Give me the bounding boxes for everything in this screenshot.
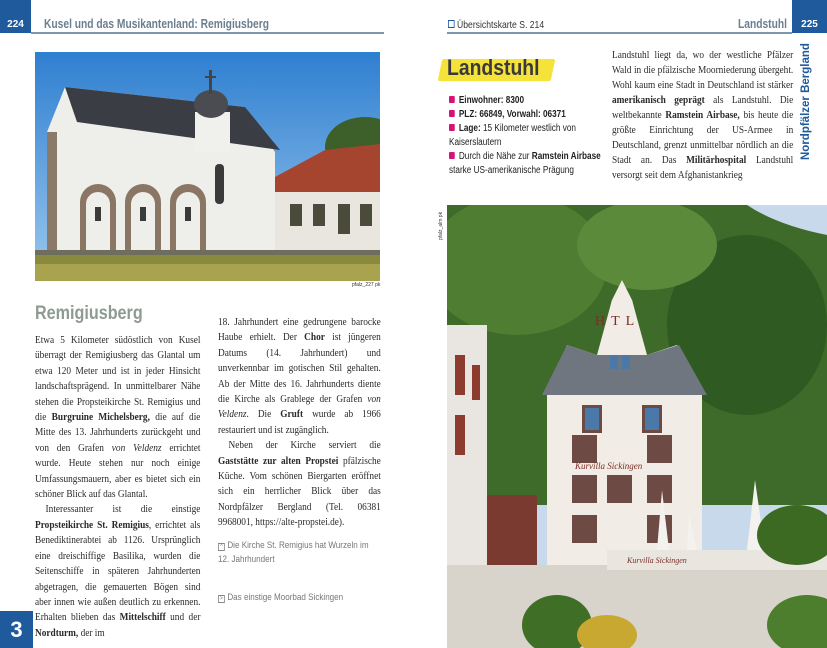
text-column-2 bbox=[218, 315, 381, 531]
text-column-1 bbox=[35, 333, 200, 641]
text-run: Einwohner: 8300 bbox=[458, 95, 525, 106]
caption-church bbox=[218, 539, 380, 567]
page-number-right: 225 bbox=[792, 0, 827, 33]
text-run: und der bbox=[165, 612, 201, 624]
bullet-icon bbox=[449, 124, 455, 131]
text-run: Etwa 5 Kilometer südöstlich von Kusel überragt der Remigiusberg das Glantal um etwa 120 Meter und ist in jeder Hinsicht landschaftsprägend. In unmittelbarer Nähe stehen die Propsteikirche St. Remigius und die bbox=[35, 335, 201, 424]
text-run: ist jüngeren Datums (14. Jahrhundert) und unverkennbar im gotischen Stil gehalten. Ab der Mitte des 16. Jahrhunderts diente die Kirche als Grablege der Grafen bbox=[218, 332, 381, 406]
text-run: der im bbox=[78, 627, 105, 639]
fact-item bbox=[449, 108, 609, 122]
paragraph bbox=[218, 438, 381, 530]
text-run: Nordturm, bbox=[35, 627, 79, 639]
fact-item bbox=[449, 150, 609, 178]
bullet-icon bbox=[449, 96, 455, 103]
fact-item bbox=[449, 122, 609, 150]
text-run: Ramstein Airbase bbox=[531, 151, 601, 162]
chapter-tab: 3 bbox=[0, 611, 33, 648]
caption-text: Das einstige Moorbad Sickingen bbox=[227, 592, 344, 603]
intro-text bbox=[612, 48, 793, 183]
caption-moorbad bbox=[218, 591, 380, 605]
text-run: von Veldenz bbox=[218, 394, 381, 421]
hotel-letters: HTL bbox=[595, 314, 641, 329]
text-run: wurde ab 1966 restauriert und ist zugänglich. bbox=[218, 409, 381, 436]
text-run: PLZ: 66849, Vorwahl: 06371 bbox=[458, 109, 566, 120]
arrow-right-icon: > bbox=[219, 596, 223, 602]
running-header-left: Kusel und das Musikantenland: Remigiusberg bbox=[44, 17, 269, 31]
text-run: Landstuhl liegt da, wo der westliche Pfälzer Wald in die pfälzische Moorniederung übergeht. Wohl kaum eine Stadt in Deutschland ist stärker bbox=[612, 50, 794, 91]
text-run: errichtet wurde. Heute stehen nur noch einige Umfassungsmauern, aber es bietet sich ein schöner Blick auf das Glantal. bbox=[35, 442, 201, 501]
hotel-sign-lower: Kurvilla Sickingen bbox=[627, 556, 687, 565]
text-run: Militärhospital bbox=[686, 155, 747, 166]
text-run: Ramstein Airbase, bbox=[665, 110, 740, 121]
text-run: Durch die Nähe zur bbox=[458, 151, 532, 162]
text-run: bis heute die größte Einrichtung der US-Armee in Deutschland, grenzt unmittelbar nördlich an die Stadt an. Das bbox=[612, 110, 794, 166]
text-run: Burgruine Michelsberg, bbox=[51, 412, 150, 424]
caption-text: Die Kirche St. Remigius hat Wurzeln im 12. Jahrhundert bbox=[218, 540, 369, 565]
text-run: Neben der Kirche serviert die bbox=[228, 440, 381, 452]
text-run: Mittelschiff bbox=[119, 612, 166, 624]
text-run: Landstuhl versorgt seit dem Afghanistankrieg bbox=[612, 155, 794, 181]
header-rule bbox=[447, 32, 792, 34]
paragraph bbox=[612, 48, 793, 183]
text-run: pfälzische Küche. Vom schönen Biergarten eröffnet sich ein herrlicher Blick über das Nordpfälzer Bergland (Tel. 06381 9968001, https://alte-propstei.de). bbox=[218, 455, 381, 529]
arrow-up-icon: ^ bbox=[218, 543, 225, 551]
text-run: . Die bbox=[246, 409, 281, 421]
facts-list bbox=[449, 94, 609, 178]
map-ref-text: Übersichtskarte S. 214 bbox=[457, 19, 545, 31]
text-run: , errichtet als Benediktinerabtei ab 1126. Ursprünglich eine dreischiffige Basilika, wurden die Seitenschiffe in späteren Jahrhunderten abgetragen, die gemauerten Bögen sind aber innen wie außen deutlich zu erkennen. Erhalten blieben das bbox=[35, 519, 201, 624]
text-run: 15 Kilometer westlich von Kaiserslautern bbox=[449, 123, 576, 148]
photo-credit: pfalz_227 pk bbox=[352, 282, 381, 288]
text-run: Interessanter ist die einstige bbox=[45, 504, 201, 516]
text-run: amerikanisch geprägt bbox=[612, 95, 705, 106]
bullet-icon bbox=[449, 152, 455, 159]
paragraph bbox=[218, 315, 381, 438]
text-run: Gaststätte zur alten Propstei bbox=[218, 455, 339, 467]
text-run: Gruft bbox=[280, 409, 304, 421]
text-run: Propsteikirche St. Remigius bbox=[35, 519, 149, 531]
text-run: 18. Jahrhundert eine gedrungene barocke Haube erhielt. Der bbox=[218, 317, 381, 344]
paragraph bbox=[35, 502, 200, 641]
map-reference bbox=[448, 19, 544, 31]
running-header-right: Landstuhl bbox=[738, 17, 787, 31]
header-rule bbox=[31, 32, 384, 34]
side-tab: Nordpfälzer Bergland bbox=[800, 43, 812, 160]
bullet-icon bbox=[449, 110, 455, 117]
text-run: starke US-amerikanische Prägung bbox=[449, 165, 574, 176]
photo-credit: pfalz_alm pk bbox=[438, 211, 444, 240]
map-icon bbox=[448, 20, 455, 28]
text-run: Lage: bbox=[458, 123, 481, 134]
church-photo bbox=[35, 52, 380, 281]
text-run: als Landstuhl. Die weltbekannte bbox=[612, 95, 794, 121]
hotel-sign: Kurvilla Sickingen bbox=[575, 461, 643, 471]
text-run: Chor bbox=[304, 332, 325, 344]
fact-item bbox=[449, 94, 609, 108]
paragraph bbox=[35, 333, 200, 502]
page-number-left: 224 bbox=[0, 0, 31, 33]
section-heading: Remigiusberg bbox=[35, 303, 143, 324]
text-run: die auf die Mitte des 13. Jahrhunderts zurückgeht und von den Grafen bbox=[35, 412, 201, 454]
hotel-photo bbox=[447, 205, 827, 648]
text-run: von Veldenz bbox=[111, 442, 162, 454]
place-title: Landstuhl bbox=[447, 55, 540, 80]
